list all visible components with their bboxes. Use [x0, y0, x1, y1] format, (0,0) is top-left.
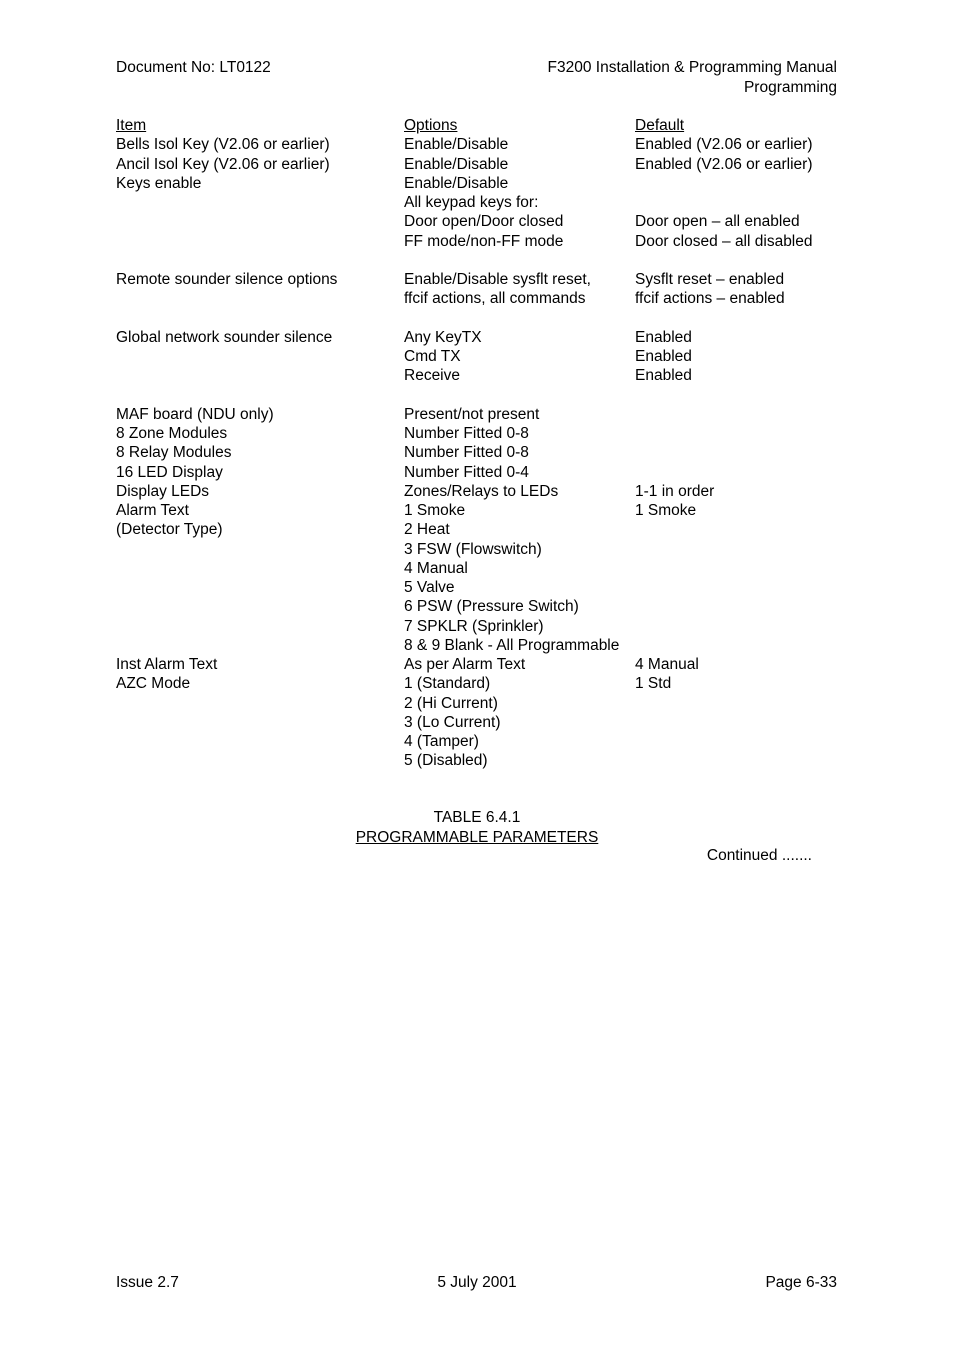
table-row — [116, 540, 846, 559]
item-cell — [116, 347, 404, 366]
default-cell: Door closed – all disabled — [635, 232, 813, 250]
table-row — [116, 463, 846, 482]
table-row — [116, 597, 846, 616]
item-cell — [116, 212, 404, 231]
default-cell: Enabled — [635, 367, 692, 385]
default-cell: Enabled — [635, 328, 692, 346]
table-row — [116, 424, 846, 443]
options-cell: Enable/Disable sysflt reset, — [404, 271, 591, 288]
default-cell: 4 Manual — [635, 656, 699, 673]
column-header-label: Options — [404, 117, 458, 134]
item-cell — [116, 366, 404, 385]
table-row — [116, 655, 846, 674]
table-row — [116, 289, 846, 308]
default-cell — [635, 578, 845, 597]
item-cell — [116, 597, 404, 616]
table-title-text: PROGRAMMABLE PARAMETERS — [355, 828, 599, 846]
options-cell: 3 FSW (Flowswitch) — [404, 540, 542, 558]
default-cell — [635, 617, 845, 636]
default-cell: 1 Smoke — [635, 502, 697, 519]
item-cell — [116, 386, 404, 405]
item-cell — [116, 559, 404, 578]
table-row — [116, 386, 846, 405]
default-cell — [635, 559, 845, 578]
item-cell — [116, 540, 404, 559]
item-cell: 8 Relay Modules — [116, 444, 232, 462]
default-cell — [635, 424, 845, 443]
default-cell — [635, 174, 845, 193]
table-row — [116, 405, 846, 424]
default-cell — [635, 636, 845, 655]
item-cell — [116, 636, 404, 655]
item-cell: (Detector Type) — [116, 521, 223, 539]
footer-page: Page 6-33 — [765, 1274, 837, 1291]
default-cell — [635, 443, 845, 462]
options-cell: Number Fitted 0-8 — [404, 425, 529, 442]
table-number: TABLE 6.4.1 — [433, 809, 521, 826]
options-cell: Enable/Disable — [404, 155, 509, 173]
item-cell: Ancil Isol Key (V2.06 or earlier) — [116, 155, 330, 173]
options-cell: As per Alarm Text — [404, 656, 526, 673]
options-cell: ffcif actions, all commands — [404, 290, 586, 308]
item-cell — [116, 578, 404, 597]
table-row — [116, 270, 846, 289]
item-cell: Global network sounder silence — [116, 328, 333, 346]
footer-date: 5 July 2001 — [437, 1274, 517, 1291]
table-row — [116, 636, 846, 655]
item-cell: Inst Alarm Text — [116, 656, 218, 673]
options-cell: Enable/Disable — [404, 136, 509, 154]
table-row — [116, 751, 846, 770]
default-cell — [635, 405, 845, 424]
table-row — [116, 347, 846, 366]
table-row — [116, 617, 846, 636]
options-cell: 2 (Hi Current) — [404, 694, 498, 712]
item-cell — [116, 713, 404, 732]
options-cell: 1 (Standard) — [404, 675, 491, 693]
default-cell — [635, 713, 845, 732]
table-row — [116, 674, 846, 693]
table-row — [116, 732, 846, 751]
default-cell — [635, 386, 845, 405]
default-cell — [635, 694, 845, 713]
item-cell — [116, 751, 404, 770]
table-row — [116, 155, 846, 174]
table-row — [116, 328, 846, 347]
table-row — [116, 232, 846, 251]
item-cell: Display LEDs — [116, 482, 210, 500]
options-cell: Number Fitted 0-8 — [404, 444, 529, 462]
options-cell: Receive — [404, 367, 460, 385]
manual-title: F3200 Installation & Programming Manual — [547, 59, 837, 76]
item-cell — [116, 232, 404, 251]
table-row — [116, 174, 846, 193]
options-cell: FF mode/non-FF mode — [404, 232, 564, 250]
table-row — [116, 135, 846, 154]
default-cell: Enabled (V2.06 or earlier) — [635, 155, 813, 173]
options-cell: 7 SPKLR (Sprinkler) — [404, 617, 544, 635]
item-cell: 16 LED Display — [116, 463, 223, 481]
item-cell: AZC Mode — [116, 675, 191, 693]
table-row — [116, 309, 846, 328]
options-cell: 3 (Lo Current) — [404, 713, 501, 731]
page-header-right — [548, 58, 837, 98]
options-cell — [404, 386, 635, 405]
item-cell — [116, 289, 404, 308]
table-row — [116, 212, 846, 231]
table-row — [116, 366, 846, 385]
options-cell: 5 Valve — [404, 579, 455, 596]
options-cell: 5 (Disabled) — [404, 752, 488, 770]
default-cell: ffcif actions – enabled — [635, 290, 785, 308]
footer-issue: Issue 2.7 — [116, 1274, 179, 1291]
column-header-label: Default — [635, 117, 685, 134]
table-row — [116, 482, 846, 501]
table-row — [116, 520, 846, 539]
table-caption — [0, 808, 954, 847]
section-title: Programming — [743, 79, 837, 96]
options-cell: Cmd TX — [404, 348, 461, 365]
options-cell: Present/not present — [404, 405, 540, 423]
item-cell — [116, 617, 404, 636]
options-cell: 4 (Tamper) — [404, 733, 479, 750]
table-row — [116, 443, 846, 462]
default-cell: Enabled (V2.06 or earlier) — [635, 136, 813, 154]
options-cell: Door open/Door closed — [404, 213, 564, 231]
options-cell: All keypad keys for: — [404, 194, 539, 211]
default-cell: Door open – all enabled — [635, 213, 800, 231]
item-cell — [116, 309, 404, 328]
default-cell — [635, 251, 845, 270]
options-cell: 6 PSW (Pressure Switch) — [404, 598, 579, 616]
item-cell — [116, 193, 404, 212]
item-cell: Alarm Text — [116, 502, 189, 519]
item-cell: Keys enable — [116, 174, 202, 192]
options-cell — [404, 251, 635, 270]
parameters-table — [116, 116, 846, 771]
default-cell — [635, 463, 845, 482]
options-cell: Zones/Relays to LEDs — [404, 482, 559, 500]
options-cell: 4 Manual — [404, 559, 468, 577]
options-cell: 2 Heat — [404, 521, 450, 539]
item-cell: Remote sounder silence options — [116, 271, 338, 288]
default-cell — [635, 751, 845, 770]
column-header-label: Item — [116, 117, 147, 134]
column-header-default — [635, 116, 845, 135]
item-cell: 8 Zone Modules — [116, 425, 228, 442]
item-cell — [116, 732, 404, 751]
default-cell — [635, 309, 845, 328]
default-cell — [635, 540, 845, 559]
table-title — [0, 828, 954, 848]
default-cell: Sysflt reset – enabled — [635, 271, 785, 288]
continued-note: Continued ....... — [706, 847, 812, 864]
table-row — [116, 713, 846, 732]
item-cell — [116, 694, 404, 713]
options-cell: Enable/Disable — [404, 174, 509, 192]
table-row — [116, 578, 846, 597]
table-header-row — [116, 116, 846, 135]
default-cell: 1 Std — [635, 675, 672, 693]
default-cell: Enabled — [635, 348, 692, 365]
item-cell: MAF board (NDU only) — [116, 405, 274, 423]
default-cell: 1-1 in order — [635, 482, 715, 500]
options-cell — [404, 309, 635, 328]
table-row — [116, 501, 846, 520]
document-number: Document No: LT0122 — [116, 59, 271, 76]
table-row — [116, 193, 846, 212]
options-cell: 8 & 9 Blank - All Programmable — [404, 636, 620, 654]
column-header-options — [404, 116, 635, 135]
options-cell: Any KeyTX — [404, 328, 482, 346]
item-cell: Bells Isol Key (V2.06 or earlier) — [116, 136, 330, 154]
default-cell — [635, 193, 845, 212]
default-cell — [635, 520, 845, 539]
default-cell — [635, 597, 845, 616]
options-cell: Number Fitted 0-4 — [404, 463, 529, 481]
table-row — [116, 559, 846, 578]
column-header-item — [116, 116, 404, 135]
table-row — [116, 694, 846, 713]
options-cell: 1 Smoke — [404, 502, 466, 519]
default-cell — [635, 732, 845, 751]
item-cell — [116, 251, 404, 270]
table-row — [116, 251, 846, 270]
